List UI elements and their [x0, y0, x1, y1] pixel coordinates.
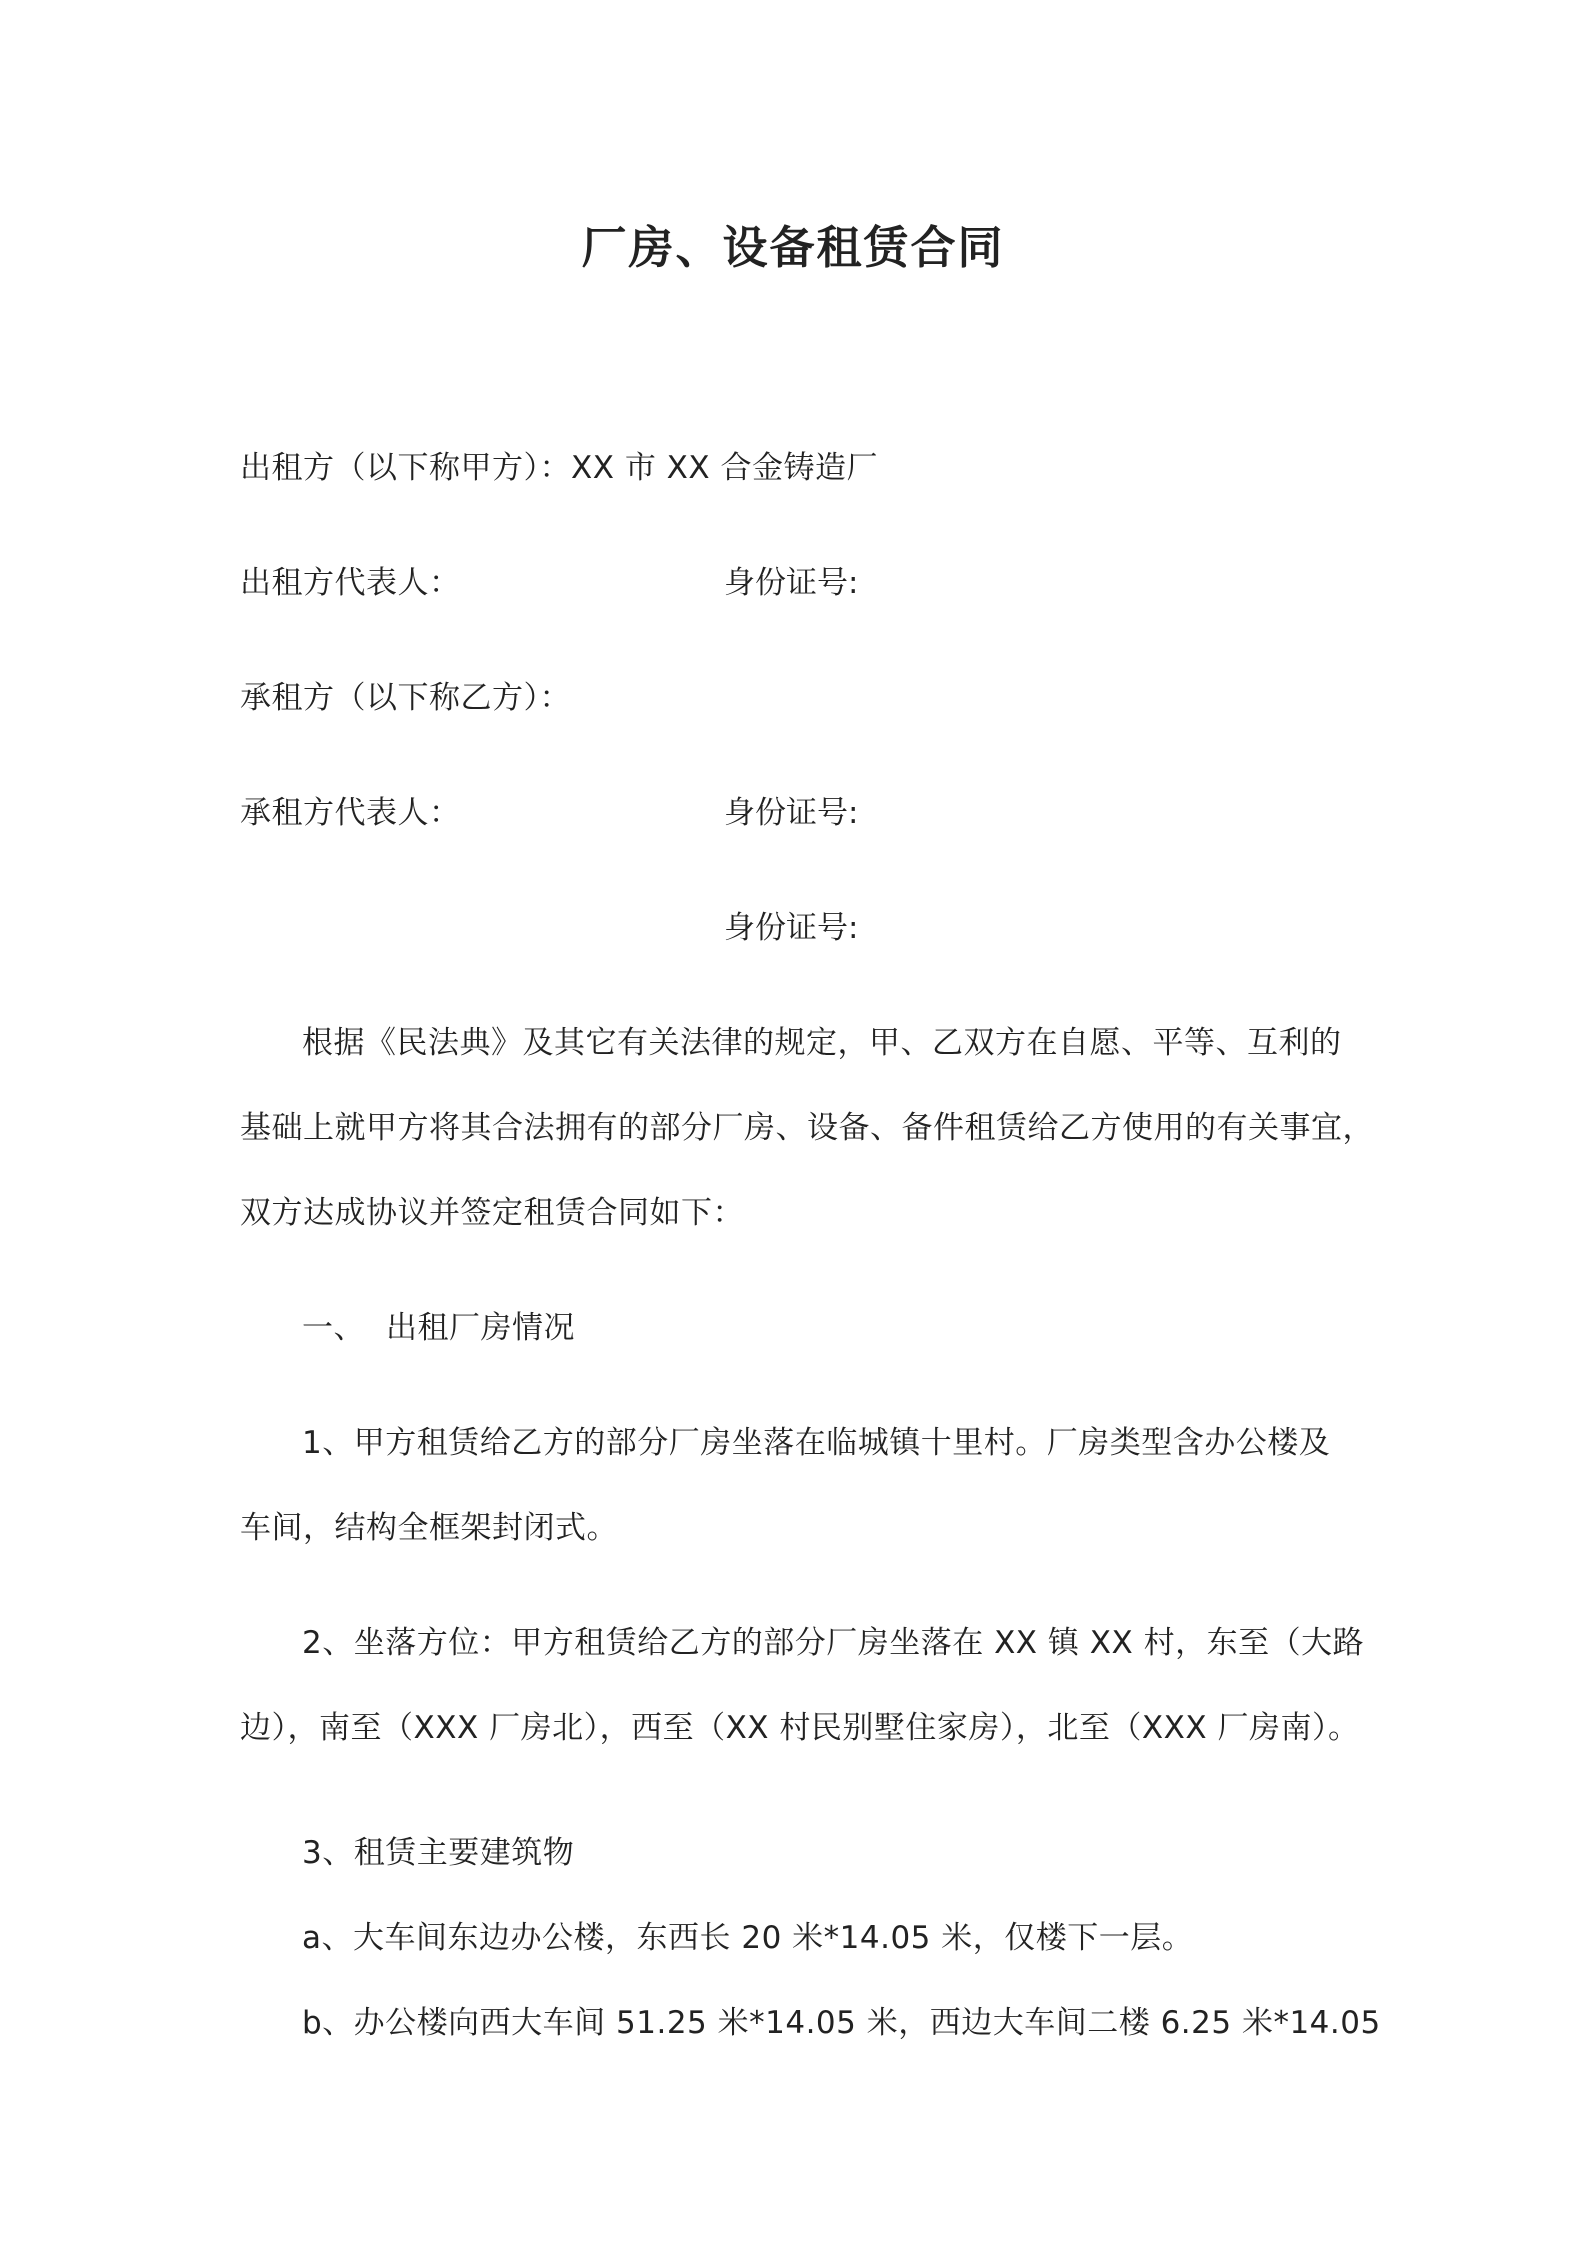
- paragraph-2-line-1: 2、坐落方位：甲方租赁给乙方的部分厂房坐落在 XX 镇 XX 村，东至（大路: [302, 1625, 1365, 1661]
- list-item-a: a、大车间东边办公楼，东西长 20 米*14.05 米，仅楼下一层。: [302, 1920, 1194, 1956]
- lessor-representative-label: 出租方代表人：: [240, 565, 461, 601]
- intro-paragraph-line-1: 根据《民法典》及其它有关法律的规定，甲、乙双方在自愿、平等、互利的: [302, 1025, 1342, 1061]
- intro-paragraph-line-2: 基础上就甲方将其合法拥有的部分厂房、设备、备件租赁给乙方使用的有关事宜，: [240, 1110, 1374, 1146]
- extra-id-label: 身份证号:: [724, 910, 859, 946]
- section-1-heading: 出租厂房情况: [386, 1310, 575, 1346]
- section-1-number: 一、: [302, 1310, 365, 1346]
- lessor-id-label: 身份证号:: [724, 565, 859, 601]
- lessor-line: 出租方（以下称甲方）：XX 市 XX 合金铸造厂: [240, 450, 879, 486]
- paragraph-3-heading: 3、租赁主要建筑物: [302, 1835, 575, 1871]
- paragraph-2-line-2: 边），南至（XXX 厂房北），西至（XX 村民别墅住家房），北至（XXX 厂房南）。: [240, 1710, 1360, 1746]
- lessee-line: 承租方（以下称乙方）：: [240, 680, 571, 716]
- paragraph-1-line-2: 车间，结构全框架封闭式。: [240, 1510, 618, 1546]
- paragraph-1-line-1: 1、甲方租赁给乙方的部分厂房坐落在临城镇十里村。厂房类型含办公楼及: [302, 1425, 1331, 1461]
- intro-paragraph-line-3: 双方达成协议并签定租赁合同如下：: [240, 1195, 744, 1231]
- lessee-id-label: 身份证号:: [724, 795, 859, 831]
- list-item-b: b、办公楼向西大车间 51.25 米*14.05 米，西边大车间二楼 6.25 米*14.05: [302, 2005, 1381, 2041]
- lessee-representative-label: 承租方代表人：: [240, 795, 461, 831]
- document-title: 厂房、设备租赁合同: [581, 221, 1005, 274]
